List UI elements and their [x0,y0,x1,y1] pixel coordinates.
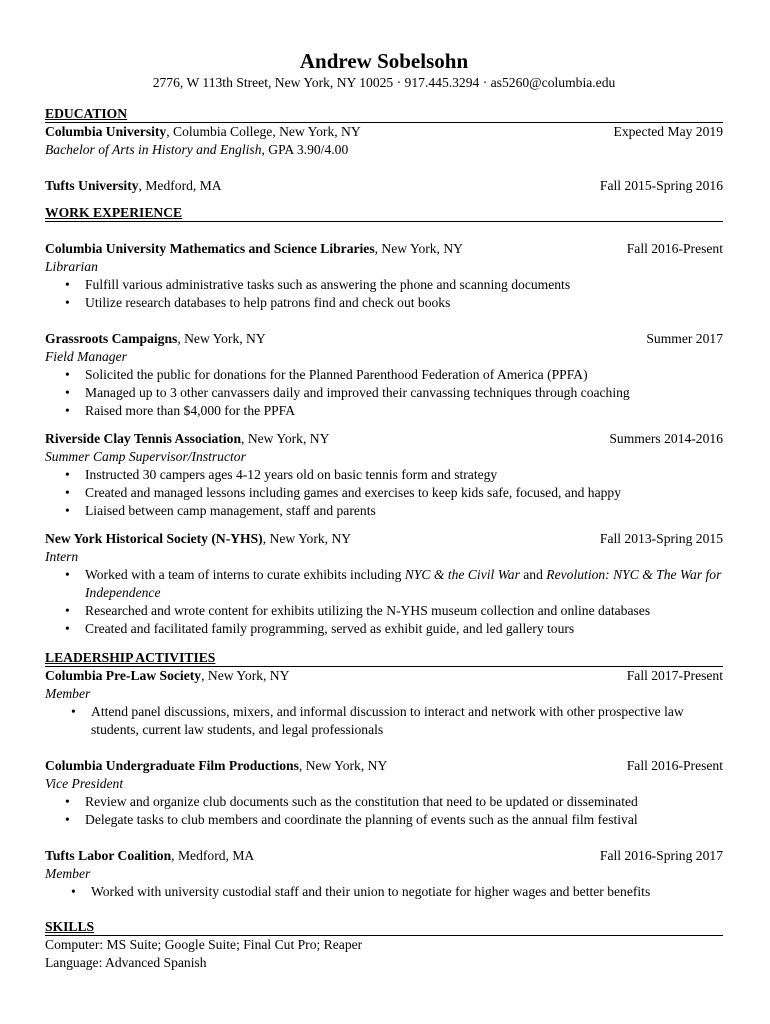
list-item: • Managed up to 3 other canvassers daily and improved their canvassing techniques through coaching [85,384,723,402]
list-item: • Raised more than $4,000 for the PPFA [85,402,723,420]
activity-row: Tufts Labor Coalition, Medford, MA Fall 2016-Spring 2017 [45,848,723,863]
list-item: • Delegate tasks to club members and coordinate the planning of events such as the annual film festival [85,811,723,829]
list-item: • Review and organize club documents such as the constitution that need to be updated or disseminated [85,793,723,811]
activity-bullets [45,793,723,829]
job-role: Librarian [45,259,98,274]
contact-line: 2776, W 113th Street, New York, NY 10025 · 917.445.3294 · as5260@columbia.edu [152,75,616,90]
list-item: • Attend panel discussions, mixers, and informal discussion to interact and network with other prospective law students, current law students, and legal professionals [91,703,723,739]
job-bullets [45,276,723,312]
edu-degree: Bachelor of Arts in History and English, GPA 3.90/4.00 [45,142,349,157]
list-item: • Solicited the public for donations for the Planned Parenthood Federation of America (PPFA) [85,366,723,384]
activity-role: Member [45,866,91,881]
list-item: • Instructed 30 campers ages 4-12 years old on basic tennis form and strategy [85,466,723,484]
resume-page [45,48,723,972]
list-item: • Created and managed lessons including games and exercises to keep kids safe, focused, and happy [85,484,723,502]
job-role: Field Manager [45,349,127,364]
activity-bullets [45,703,723,739]
activity-role: Member [45,686,91,701]
list-item: • Worked with university custodial staff and their union to negotiate for higher wages and better benefits [91,883,723,901]
edu-date: Fall 2015-Spring 2016 [599,178,723,193]
job-row: Grassroots Campaigns, New York, NY Summer 2017 [45,331,723,346]
skills-language: Language: Advanced Spanish [45,955,207,970]
list-item: • Created and facilitated family programming, served as exhibit guide, and led gallery tours [85,620,723,638]
job-row: New York Historical Society (N-YHS), New York, NY Fall 2013-Spring 2015 [45,531,723,546]
section-work: WORK EXPERIENCE [45,205,723,222]
edu-row: Tufts University, Medford, MA Fall 2015-Spring 2016 [45,178,723,193]
job-bullets [45,466,723,520]
edu-date: Expected May 2019 [613,124,723,139]
edu-row: Columbia University, Columbia College, New York, NY Expected May 2019 [45,124,723,139]
list-item: • Fulfill various administrative tasks such as answering the phone and scanning documents [85,276,723,294]
activity-role: Vice President [45,776,124,791]
list-item: • Utilize research databases to help patrons find and check out books [85,294,723,312]
skills-computer: Computer: MS Suite; Google Suite; Final Cut Pro; Reaper [45,937,363,952]
activity-row: Columbia Pre-Law Society, New York, NY Fall 2017-Present [45,668,723,683]
job-row: Columbia University Mathematics and Science Libraries, New York, NY Fall 2016-Present [45,241,723,256]
activity-row: Columbia Undergraduate Film Productions, New York, NY Fall 2016-Present [45,758,723,773]
section-education: EDUCATION [45,106,723,123]
list-item: • Liaised between camp management, staff and parents [85,502,723,520]
candidate-name: Andrew Sobelsohn [299,49,469,73]
job-role: Intern [45,549,79,564]
section-skills: SKILLS [45,919,723,936]
activity-bullets [45,883,723,901]
job-role: Summer Camp Supervisor/Instructor [45,449,246,464]
job-bullets [45,566,723,638]
job-bullets [45,366,723,420]
list-item: • Worked with a team of interns to curate exhibits including NYC & the Civil War and Revolution: NYC & The War for Independence [85,566,723,602]
list-item: • Researched and wrote content for exhibits utilizing the N-YHS museum collection and online databases [85,602,723,620]
job-row: Riverside Clay Tennis Association, New York, NY Summers 2014-2016 [45,431,723,446]
section-leadership: LEADERSHIP ACTIVITIES [45,650,723,667]
